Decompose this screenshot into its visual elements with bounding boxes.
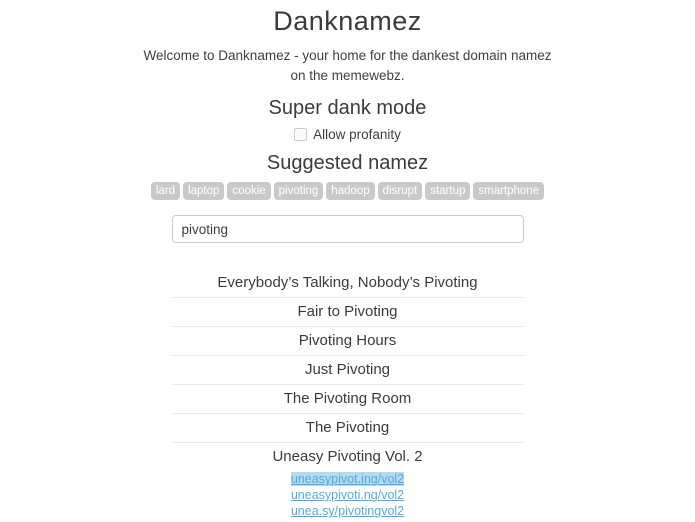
tag-list — [0, 182, 695, 201]
result-item — [172, 327, 524, 356]
result-item — [172, 356, 524, 385]
domain-link[interactable]: uneasypivot.ing/vol2 — [290, 472, 405, 487]
tag-smartphone[interactable]: smartphone — [473, 182, 544, 201]
result-item-label[interactable]: Fair to Pivoting — [297, 303, 398, 321]
tag-cookie[interactable]: cookie — [227, 182, 270, 201]
tag-pivoting[interactable]: pivoting — [274, 182, 324, 201]
result-item — [172, 385, 524, 414]
allow-profanity-label: Allow profanity — [313, 126, 401, 142]
super-dank-heading: Super dank mode — [268, 96, 427, 119]
tag-laptop[interactable]: laptop — [183, 182, 224, 201]
search-input[interactable] — [172, 215, 524, 243]
domain-link-line — [172, 503, 524, 519]
domain-link-line — [172, 487, 524, 503]
allow-profanity-row[interactable] — [0, 127, 695, 142]
danknamez-page — [0, 6, 695, 519]
tag-lard[interactable]: lard — [151, 182, 180, 201]
result-item-label[interactable]: Everybody’s Talking, Nobody’s Pivoting — [217, 274, 478, 292]
result-item-label[interactable]: Just Pivoting — [304, 361, 391, 379]
result-item-label[interactable]: The Pivoting — [305, 419, 390, 437]
result-item-label[interactable]: Uneasy Pivoting Vol. 2 — [272, 448, 423, 466]
tag-startup[interactable]: startup — [425, 182, 470, 201]
result-item — [172, 443, 524, 522]
result-item-label[interactable]: Pivoting Hours — [298, 332, 397, 350]
welcome-text: Welcome to Danknamez - your home for the dankest domain namez on the memewebz. — [143, 48, 552, 84]
tag-hadoop[interactable]: hadoop — [326, 182, 374, 201]
result-item — [172, 414, 524, 443]
tag-disrupt[interactable]: disrupt — [378, 182, 423, 201]
page-title: Danknamez — [273, 6, 422, 36]
results-list — [172, 269, 524, 522]
domain-link-line — [172, 471, 524, 487]
allow-profanity-checkbox[interactable] — [294, 128, 307, 141]
result-item-label[interactable]: The Pivoting Room — [283, 390, 412, 408]
domain-link-list — [172, 471, 524, 522]
result-item — [172, 298, 524, 327]
suggested-heading: Suggested namez — [266, 151, 429, 174]
result-item — [172, 269, 524, 298]
domain-link[interactable]: unea.sy/pivotingvol2 — [290, 504, 405, 519]
domain-link[interactable]: uneasypivoti.ng/vol2 — [290, 488, 405, 503]
